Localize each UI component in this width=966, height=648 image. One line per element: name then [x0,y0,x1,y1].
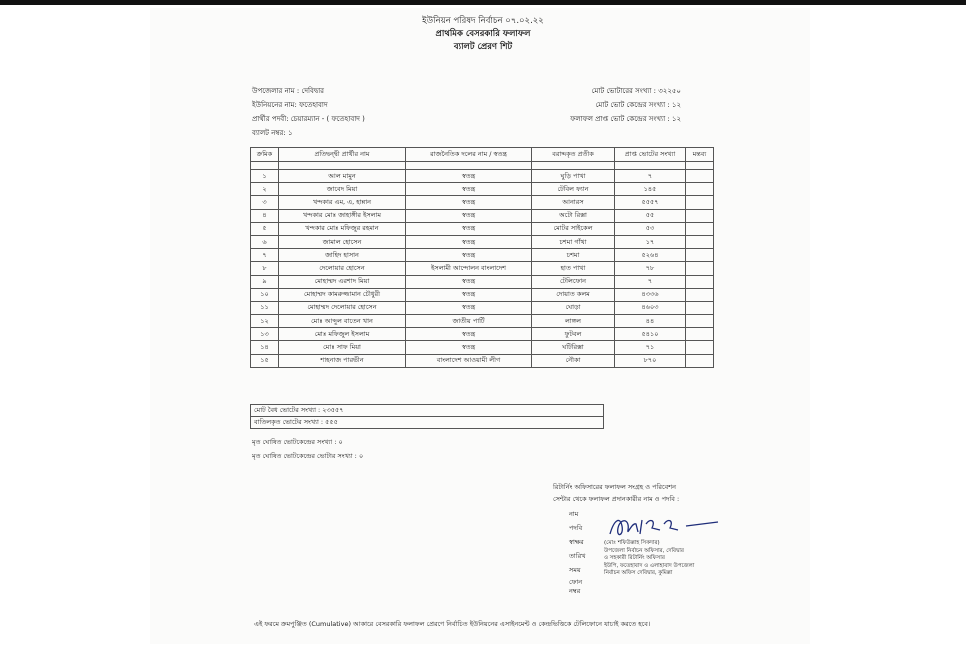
header-remark: মন্তব্য [686,148,714,162]
cell-remark [686,315,714,328]
cell-remark [686,354,714,367]
footer-note: এই ফরমে ক্রমপুঞ্জিত (Cumulative) আকারে বেসরকারি ফলাফল প্রেরণে নির্বাচিত ইউনিয়নের এসাইনমেন্ট ও কেন্দ্রভিত্তিকে টেলিফোনে যাচাই করতে হবে। [254,620,651,628]
cell-sl: ৪ [251,209,279,222]
cell-votes: ৪৬০৩ [615,301,686,314]
cell-symbol: লাঙ্গল [532,315,615,328]
cell-party: বাংলাদেশ আওয়ামী লীগ [406,354,532,367]
result-title: প্রাথমিক বেসরকারি ফলাফল [435,29,531,39]
cell-votes: ৭ [615,275,686,288]
cell-votes: ৪৪ [615,315,686,328]
cell-remark [686,262,714,275]
cell-symbol: হাত পাখা [532,262,615,275]
cell-votes: ৫৪১০ [615,328,686,341]
table-row [251,288,714,301]
valid-votes: মোট বৈধ ভোটের সংখ্যা : ২৩৫৫৭ [251,405,604,417]
totals-table [250,404,604,429]
cell-party: স্বতন্ত্র [406,288,532,301]
signatory-block: (মোঃ শফিউল্লাহ সিকদার) উপজেলা নির্বাচন অফিসার, দেবিদ্বার ও সহকারী রিটার্নিং অফিসার ইউপি, ফতেহাবাদ ও এলাহাবাদ উপজেলা নির্বাচন অফিস দেবিদ্বার, কুমিল্লা [604,540,695,576]
cell-party: স্বতন্ত্র [406,249,532,262]
header-symbol: বরাদ্দকৃত প্রতীক [532,148,615,162]
cell-votes: ৫২৬৪ [615,249,686,262]
total-centers: মোট ভোট কেন্দ্রের সংখ্যা : ১২ [595,101,681,109]
cell-sl: ১২ [251,315,279,328]
cell-sl: ১ [251,170,279,183]
cell-votes: ৪৩৩৬ [615,288,686,301]
label-post: পদবি [569,524,583,532]
table-row [251,196,714,209]
label-phone: ফোন নম্বর [569,578,583,595]
cell-sl: ১১ [251,301,279,314]
cell-party: স্বতন্ত্র [406,341,532,354]
sheet-title: ব্যালট প্রেরণ শিট [453,42,513,52]
cell-remark [686,222,714,235]
table-row [251,209,714,222]
table-row [251,315,714,328]
reported-centers: ফলাফল প্রাপ্ত ভোট কেন্দ্রের সংখ্যা : ১২ [570,115,681,123]
table-row [251,328,714,341]
cell-name: জামাল হোসেন [279,235,406,248]
cell-votes: ৭ [615,170,686,183]
cell-remark [686,209,714,222]
cell-party: স্বতন্ত্র [406,301,532,314]
table-row [251,235,714,248]
cell-symbol: আনারস [532,196,615,209]
cell-name: জাবেদ মিয়া [279,183,406,196]
cell-remark [686,275,714,288]
table-header-row [251,148,714,162]
cell-symbol: ঘুড়ি পাখা [532,170,615,183]
header-candidate: প্রতিদ্বন্দ্বী প্রার্থীর নাম [279,148,406,162]
cell-remark [686,196,714,209]
cell-remark [686,170,714,183]
cell-remark [686,341,714,354]
label-time: সময় [569,566,581,574]
table-row [251,275,714,288]
cell-symbol: ঘোড়া [532,301,615,314]
certification-line-2: সেন্টার থেকে ফলাফল প্রদানকারীর নাম ও পদবি : [553,495,680,503]
header-serial: ক্রমিক [251,148,279,162]
cell-remark [686,288,714,301]
top-border [0,0,966,5]
cell-sl: ২ [251,183,279,196]
suspended-center-voters: মৃত ঘোষিত ভোটকেন্দ্রের ভোটার সংখ্যা : ০ [252,452,364,460]
cell-votes: ৫৫ [615,209,686,222]
rejected-votes: বাতিলকৃত ভোটের সংখ্যা : ৫৫৫ [251,417,604,429]
table-row [251,222,714,235]
cell-symbol: মোটর সাইকেল [532,222,615,235]
table-row [251,249,714,262]
results-table [250,147,714,368]
upazila-name: উপজেলার নাম : দেবিদ্বার [252,87,324,95]
cell-name: আল মামুন [279,170,406,183]
cell-name: দেলোয়ার হোসেন [279,262,406,275]
cell-votes: ৭৮ [615,262,686,275]
cell-name: খন্দকার এম, এ, হান্নান [279,196,406,209]
table-row [251,301,714,314]
cell-sl: ১৩ [251,328,279,341]
suspended-centers: মৃত ঘোষিত ভোটকেন্দ্রের সংখ্যা : ০ [252,438,343,446]
cell-remark [686,235,714,248]
cell-party: ইসলামী আন্দোলন বাংলাদেশ [406,262,532,275]
table-row [251,341,714,354]
cell-party: স্বতন্ত্র [406,183,532,196]
cell-name: খন্দকার মোঃ মফিজুর রহমান [279,222,406,235]
cell-remark [686,183,714,196]
handwritten-signature [606,510,726,542]
header-party: রাজনৈতিক দলের নাম / স্বতন্ত্র [406,148,532,162]
cell-symbol: দোয়াত কলম [532,288,615,301]
certification-line-1: রিটার্নিং অফিসারের ফলাফল সংগ্রহ ও পরিবেশন [553,483,676,491]
cell-symbol: টেলিফোন [532,275,615,288]
cell-votes: ৫৫৫৭ [615,196,686,209]
cell-sl: ১৪ [251,341,279,354]
candidate-post: প্রার্থীর পদবী: চেয়ারম্যান - ( ফতেহাবাদ ) [252,115,365,123]
table-row [251,183,714,196]
label-name: নাম [569,510,579,518]
cell-symbol: চশমা গাঁথা [532,235,615,248]
table-row [251,354,714,367]
label-date: তারিখ [569,552,586,560]
cell-symbol: টেবিল ফ্যান [532,183,615,196]
cell-sl: ১৫ [251,354,279,367]
cell-symbol: চশমা [532,249,615,262]
cell-symbol: নৌকা [532,354,615,367]
cell-remark [686,328,714,341]
cell-votes: ৫৩ [615,222,686,235]
union-name: ইউনিয়নের নাম: ফতেহাবাদ [252,101,328,109]
blank-row [251,162,714,170]
ballot-number: ব্যালট নম্বর: ১ [252,129,293,137]
cell-name: মোহাম্মদ কামরুজ্জামান চৌধুরী [279,288,406,301]
cell-party: স্বতন্ত্র [406,222,532,235]
cell-sl: ৫ [251,222,279,235]
header-votes: প্রাপ্ত ভোটের সংখ্যা [615,148,686,162]
cell-name: মোঃ সাফ মিয়া [279,341,406,354]
cell-remark [686,301,714,314]
total-voters: মোট ভোটারের সংখ্যা : ৩২২৫০ [591,87,681,95]
cell-name: জাহিদ হাসান [279,249,406,262]
cell-name: খন্দকার মোঃ জাহাঙ্গীর ইসলাম [279,209,406,222]
cell-sl: ৮ [251,262,279,275]
cell-symbol: ফুটবল [532,328,615,341]
cell-party: স্বতন্ত্র [406,209,532,222]
cell-party: স্বতন্ত্র [406,275,532,288]
cell-party: স্বতন্ত্র [406,328,532,341]
cell-party: স্বতন্ত্র [406,196,532,209]
cell-symbol: ঘটিরিক্সা [532,341,615,354]
table-row [251,170,714,183]
cell-sl: ৭ [251,249,279,262]
cell-votes: ৮৭০ [615,354,686,367]
cell-sl: ১০ [251,288,279,301]
cell-name: মোহাম্মদ এরশাদ মিয়া [279,275,406,288]
cell-party: স্বতন্ত্র [406,235,532,248]
cell-votes: ১৭ [615,235,686,248]
cell-name: মোঃ আব্দুল বাতেন খান [279,315,406,328]
election-title: ইউনিয়ন পরিষদ নির্বাচন ০৭.০২.২২ [422,16,544,26]
cell-symbol: অটো রিক্সা [532,209,615,222]
cell-sl: ৩ [251,196,279,209]
cell-name: মোঃ মফিজুল ইসলাম [279,328,406,341]
cell-votes: ১৪৫ [615,183,686,196]
cell-sl: ৬ [251,235,279,248]
cell-name: মোহাম্মদ দেলোয়ার হোসেন [279,301,406,314]
cell-party: স্বতন্ত্র [406,170,532,183]
cell-remark [686,249,714,262]
cell-votes: ৭১ [615,341,686,354]
cell-party: জাতীয় পার্টি [406,315,532,328]
table-row [251,262,714,275]
label-signature: স্বাক্ষর [569,538,584,546]
cell-sl: ৯ [251,275,279,288]
cell-name: শাহনাজ পারভীন [279,354,406,367]
